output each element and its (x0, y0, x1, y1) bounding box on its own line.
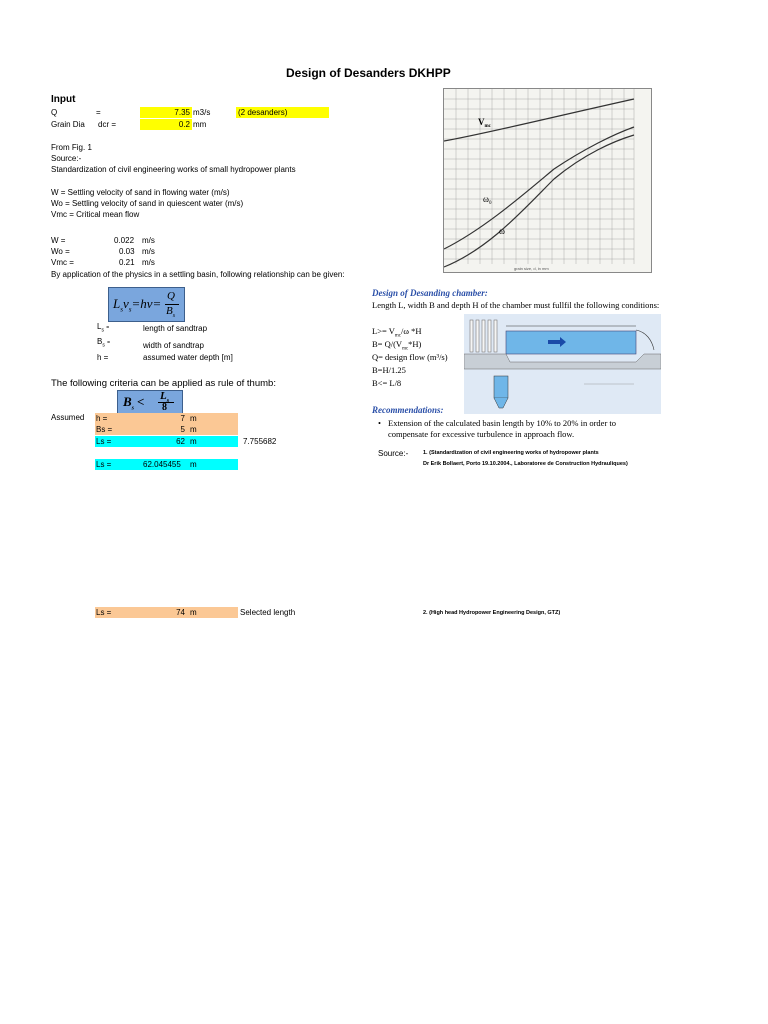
wo-label: Wo = (51, 247, 70, 256)
source-label: Source:- (51, 154, 82, 163)
condition-3: Q= design flow (m³/s) (372, 352, 448, 362)
condition-4: B=H/1.25 (372, 365, 406, 375)
q-value: 7.35 (174, 108, 190, 117)
formula2-b: B (123, 394, 132, 409)
vmc-curve (444, 99, 634, 141)
criteria-text: The following criteria can be applied as rule of thumb: (51, 378, 276, 389)
wo-value: 0.03 (119, 247, 135, 256)
condition-1: $L>= V_{mc}/\omega$ *H (372, 326, 422, 339)
grain-label: Grain Dia (51, 120, 85, 129)
w-value: 0.022 (114, 236, 135, 245)
vmc-unit: m/s (142, 258, 155, 267)
input-heading: Input (51, 94, 76, 105)
recommendations-heading: Recommendations: (372, 405, 444, 415)
w-unit: m/s (142, 236, 155, 245)
settling-velocity-chart (443, 88, 652, 273)
q-label: Q (51, 108, 58, 117)
def-wo: Wo = Settling velocity of sand in quiescent water (m/s) (51, 199, 244, 208)
recommendation-line-2: compensate for excessive turbulence in approach flow. (388, 429, 575, 439)
ls-ratio: 7.755682 (243, 437, 277, 446)
legend-ls-text: length of sandtrap (143, 324, 208, 333)
formula-v: v (122, 296, 129, 311)
formula2-lt: < (137, 394, 145, 409)
relationship-text: By application of the physics in a settling basin, following relationship can be given: (51, 270, 345, 279)
assumed-label: Assumed (51, 413, 85, 422)
source-1b: Dr Erik Bollaert, Porto 19.10.2004., Laboratoree de Construction Hydrauliques) (423, 461, 628, 467)
def-w: W = Settling velocity of sand in flowing water (m/s) (51, 188, 230, 197)
chart-graphic (444, 89, 651, 272)
source-reference: Standardization of civil engineering works of small hydropower plants (51, 165, 296, 174)
q-eq: = (96, 108, 101, 117)
legend-h: h = (97, 353, 109, 362)
w0-curve-label: $\omega_0$ (483, 194, 492, 206)
condition-5: B<= L/8 (372, 378, 402, 388)
def-vmc: Vmc = Critical mean flow (51, 210, 140, 219)
grain-unit: mm (193, 120, 207, 129)
formula2-8: 8 (162, 402, 167, 413)
vmc-value: 0.21 (119, 258, 135, 267)
assumed-h-row[interactable]: h = 7 m (95, 413, 238, 424)
recommendation-line-1: Extension of the calculated basin length by 10% to 20% in order to (388, 418, 617, 428)
condition-2: $B= Q/(V_{mc}*H)$ (372, 339, 422, 352)
design-panel-heading: Design of Desanding chamber: (372, 288, 488, 298)
selected-ls-row[interactable]: Ls = 74 m (95, 607, 238, 618)
w-label: W = (51, 236, 66, 245)
from-fig: From Fig. 1 (51, 143, 92, 152)
recommendation-bullet: • (378, 418, 381, 428)
grain-value: 0.2 (178, 120, 190, 129)
w-curve (444, 135, 634, 267)
legend-bs-text: width of sandtrap (143, 341, 204, 350)
formula-eq: =hv= (131, 296, 162, 311)
ls-computed-row[interactable]: Ls = 62.045455 m (95, 459, 238, 470)
vmc-label: Vmc = (51, 258, 74, 267)
formula-b: $B_s$ (166, 305, 176, 320)
assumed-bs-row[interactable]: Bs = 5 m (95, 424, 238, 435)
grain-value-cell[interactable] (140, 119, 192, 130)
vmc-curve-label: $V_{mc}$ (478, 117, 491, 129)
assumed-ls-row[interactable]: Ls = 62 m (95, 436, 238, 447)
formula-q: Q (167, 290, 175, 302)
legend-ls: $L_s$ = (97, 322, 110, 334)
w-curve-label: ω (499, 226, 505, 236)
q-note-cell[interactable] (236, 107, 329, 118)
legend-bs: $B_s$ = (97, 337, 110, 349)
legend-h-text: assumed water depth [m] (143, 353, 233, 362)
selected-note: Selected length (240, 608, 296, 617)
chamber-graphic (464, 314, 661, 414)
formula2-l: $L_s$ (160, 390, 170, 405)
page-title: Design of Desanders DKHPP (286, 66, 451, 80)
source-1: 1. (Standardization of civil engineering works of hydropower plants (423, 450, 599, 456)
q-value-cell[interactable] (140, 107, 192, 118)
formula-l: L (113, 296, 121, 311)
desanding-chamber-diagram (464, 314, 661, 414)
chart-xlabel: grain size, d, in mm (514, 266, 549, 271)
grain-symbol: dcr = (98, 120, 117, 129)
q-note: (2 desanders) (238, 108, 288, 117)
sources-label: Source:- (378, 449, 409, 458)
source-2: 2. (High head Hydropower Engineering Design, GTZ) (423, 610, 561, 616)
q-unit: m3/s (193, 108, 211, 117)
formula-rule-of-thumb: $B_s$ < $L_s$ 8 (117, 390, 183, 414)
wo-unit: m/s (142, 247, 155, 256)
formula-settling: $L_sv_s=hv=$ Q $B_s$ (108, 287, 185, 322)
design-panel-intro: Length L, width B and depth H of the chamber must fullfil the following conditions: (372, 300, 660, 310)
